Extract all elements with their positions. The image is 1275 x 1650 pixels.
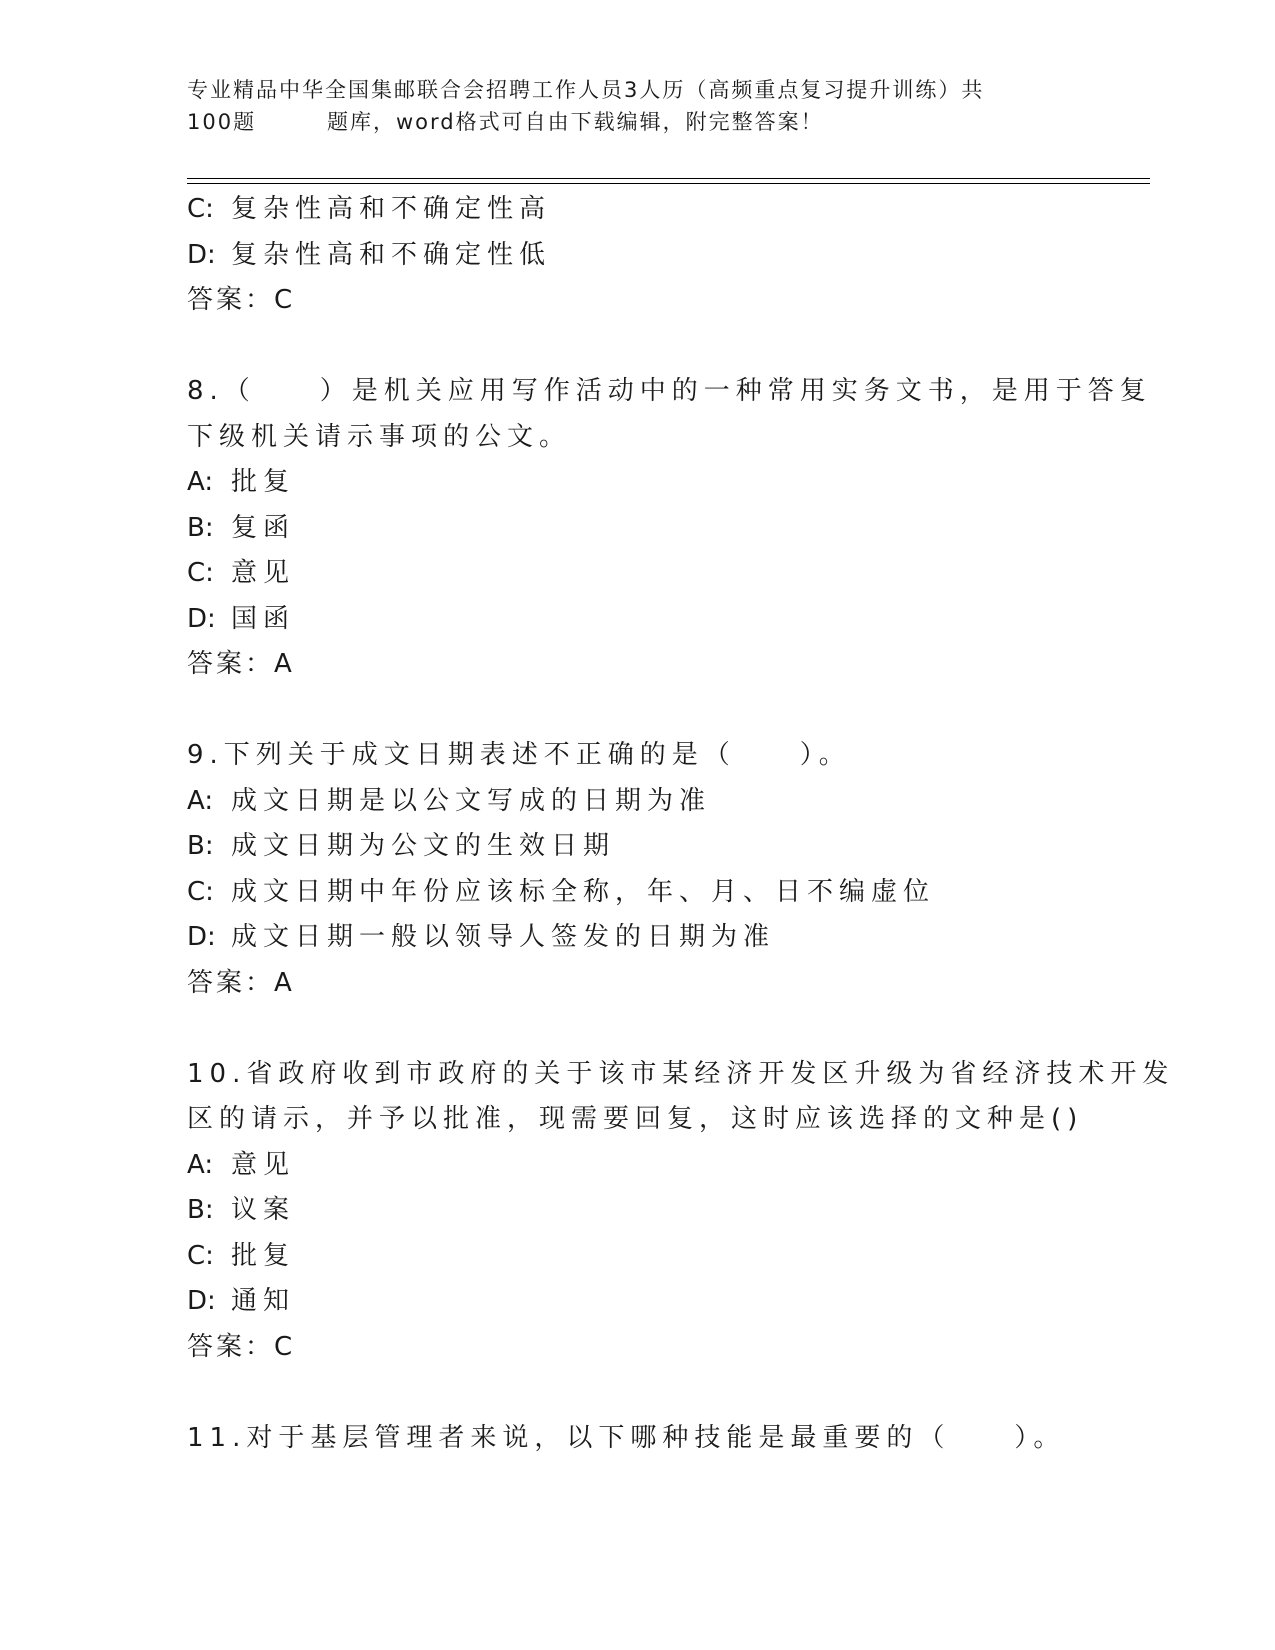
option-d: D: 成文日期一般以领导人签发的日期为准 <box>187 922 776 952</box>
option-b: B: 成文日期为公文的生效日期 <box>187 831 616 861</box>
option-d: D: 国函 <box>187 603 296 634</box>
question-count: 100题 <box>187 110 257 134</box>
option-d: D: 通知 <box>187 1286 296 1316</box>
answer: 答案：C <box>187 285 296 315</box>
header-rule-top <box>187 178 1150 179</box>
header-rule-bottom <box>187 183 1150 184</box>
question-10-stem-line-2: 区的请示，并予以批准，现需要回复，这时应该选择的文种是() <box>187 1104 1084 1134</box>
option-b: B: 议案 <box>187 1195 296 1225</box>
answer: 答案：A <box>187 967 295 998</box>
option-c: C: 批复 <box>187 1240 296 1271</box>
header-line-2 <box>187 106 1067 138</box>
question-11-stem: 11.对于基层管理者来说，以下哪种技能是最重要的（ ）。 <box>187 1422 1066 1453</box>
option-a: A: 成文日期是以公文写成的日期为准 <box>187 785 712 816</box>
option-d: D: 复杂性高和不确定性低 <box>187 239 552 270</box>
answer: 答案：C <box>187 1331 296 1362</box>
option-c: C: 复杂性高和不确定性高 <box>187 194 552 224</box>
question-9-stem: 9.下列关于成文日期表述不正确的是（ ）。 <box>187 740 851 770</box>
option-c: C: 成文日期中年份应该标全称，年、月、日不编虚位 <box>187 876 936 907</box>
document-header <box>187 74 1067 138</box>
option-a: A: 批复 <box>187 467 296 497</box>
question-8-stem-line-2: 下级机关请示事项的公文。 <box>187 421 572 452</box>
option-c: C: 意见 <box>187 558 296 588</box>
question-10-stem-line-1: 10.省政府收到市政府的关于该市某经济开发区升级为省经济技术开发 <box>187 1058 1175 1089</box>
question-list <box>187 187 1175 1461</box>
option-b: B: 复函 <box>187 512 296 543</box>
answer: 答案：A <box>187 649 295 679</box>
question-8-stem-line-1: 8.（ ）是机关应用写作活动中的一种常用实务文书，是用于答复 <box>187 376 1152 406</box>
option-a: A: 意见 <box>187 1149 296 1180</box>
header-line-2-text: 题库，word格式可自由下载编辑，附完整答案！ <box>327 110 824 134</box>
header-line-1: 专业精品中华全国集邮联合会招聘工作人员3人历（高频重点复习提升训练）共 <box>187 78 985 102</box>
